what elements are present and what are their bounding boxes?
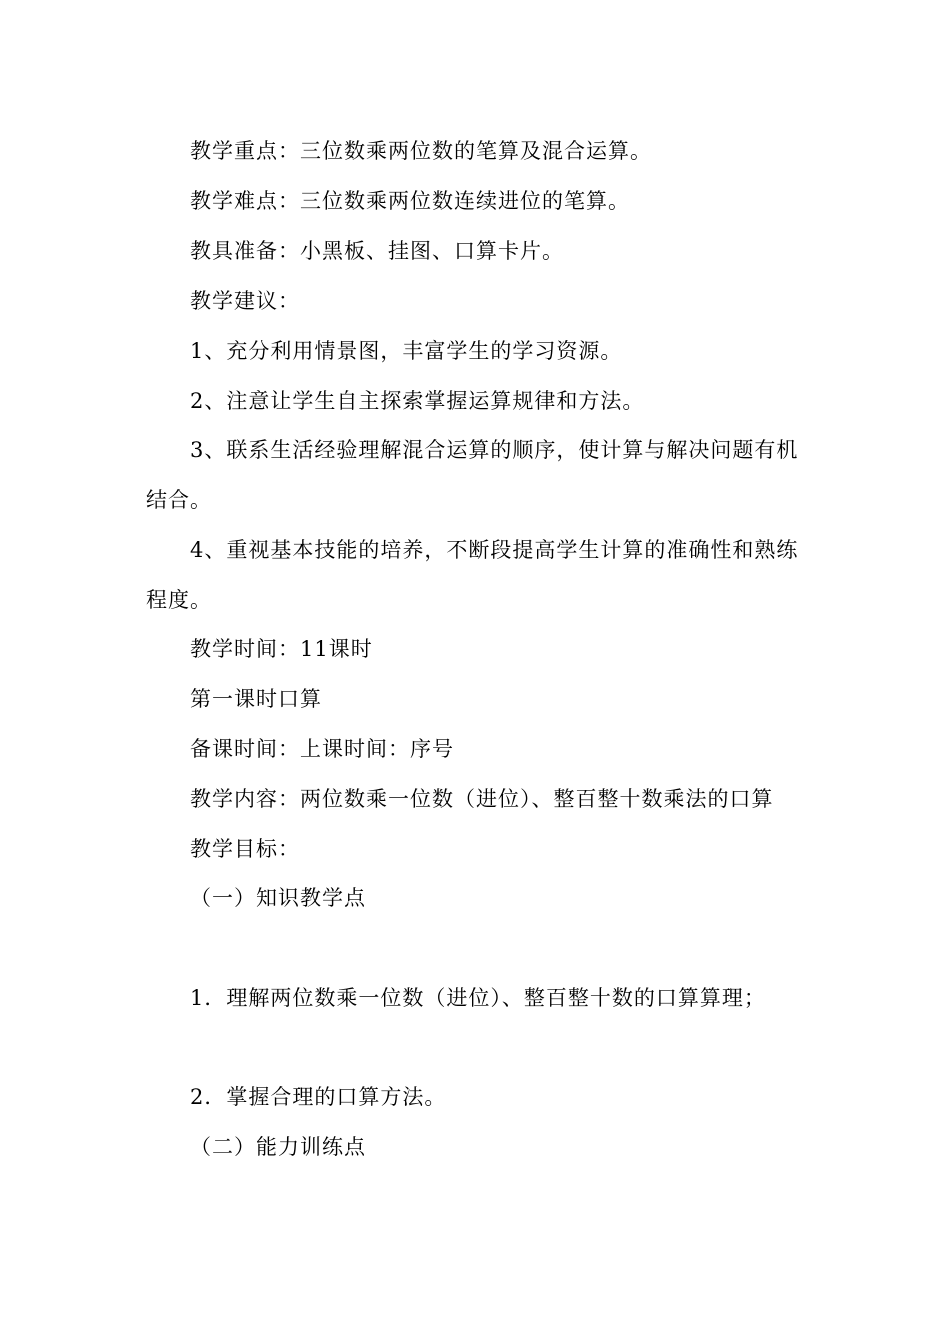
text-line-suggestion-3-cont: 结合。: [146, 488, 212, 512]
text-line-suggestion-1: 1、充分利用情景图，丰富学生的学习资源。: [190, 339, 623, 363]
text-line-knowledge-points: （一）知识教学点: [190, 886, 366, 910]
text-line-suggestion-4: 4、重视基本技能的培养，不断段提高学生计算的准确性和熟练: [190, 538, 799, 562]
text-line-suggestion-3: 3、联系生活经验理解混合运算的顺序，使计算与解决问题有机: [190, 438, 799, 462]
text-line-objective-1: 1．理解两位数乘一位数（进位）、整百整十数的口算算理；: [190, 986, 766, 1010]
text-line-objective-2: 2．掌握合理的口算方法。: [190, 1085, 447, 1109]
text-line-suggestion-2: 2、注意让学生自主探索掌握运算规律和方法。: [190, 389, 645, 413]
text-line-suggestion-4-cont: 程度。: [146, 588, 212, 612]
text-line-teaching-focus: 教学重点：三位数乘两位数的笔算及混合运算。: [190, 139, 652, 163]
text-line-prep-time: 备课时间：上课时间：序号: [190, 737, 454, 761]
text-line-lesson-title: 第一课时口算: [190, 687, 322, 711]
text-line-suggestions-heading: 教学建议：: [190, 289, 300, 313]
text-line-ability-points: （二）能力训练点: [190, 1135, 366, 1159]
text-line-teaching-difficulty: 教学难点：三位数乘两位数连续进位的笔算。: [190, 189, 630, 213]
text-line-teaching-aids: 教具准备：小黑板、挂图、口算卡片。: [190, 239, 564, 263]
text-line-objectives-heading: 教学目标：: [190, 837, 300, 861]
text-line-teaching-time: 教学时间：11课时: [190, 637, 373, 661]
text-line-teaching-content: 教学内容：两位数乘一位数（进位）、整百整十数乘法的口算: [190, 787, 774, 811]
